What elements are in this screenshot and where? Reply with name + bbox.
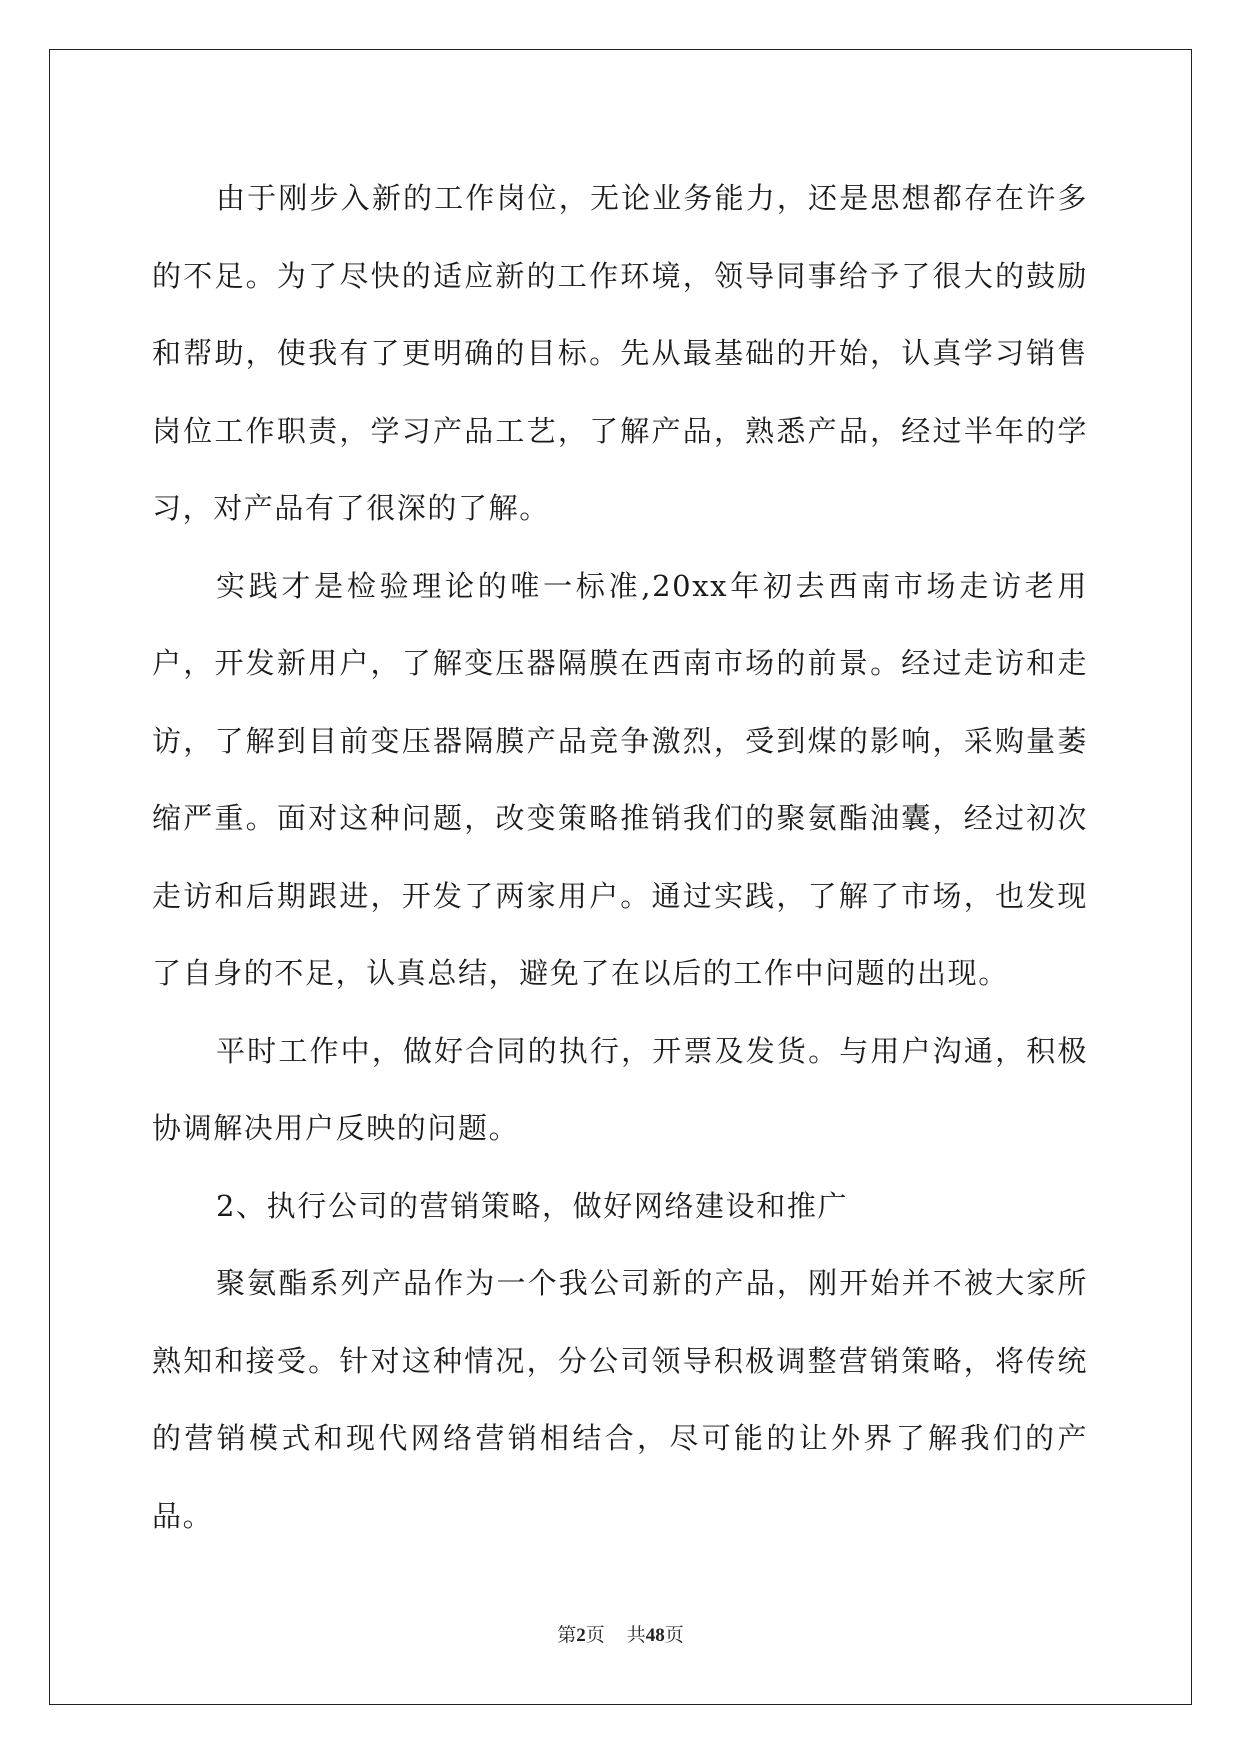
paragraph-1: 由于刚步入新的工作岗位，无论业务能力，还是思想都存在许多的不足。为了尽快的适应新的工作环境，领导同事给予了很大的鼓励和帮助，使我有了更明确的目标。先从最基础的开始，认真学习销售岗位工作职责，学习产品工艺，了解产品，熟悉产品，经过半年的学习，对产品有了很深的了解。 [152, 181, 1088, 525]
paragraph-2: 实践才是检验理论的唯一标准,20xx年初去西南市场走访老用户，开发新用户，了解变压器隔膜在西南市场的前景。经过走访和走访，了解到目前变压器隔膜产品竞争激烈，受到煤的影响，采购量萎缩严重。面对这种问题，改变策略推销我们的聚氨酯油囊，经过初次走访和后期跟进，开发了两家用户。通过实践，了解了市场，也发现了自身的不足，认真总结，避免了在以后的工作中问题的出现。 [152, 568, 1088, 990]
total-prefix: 共 [626, 1625, 646, 1646]
total-pages: 48 [645, 1625, 665, 1646]
total-suffix: 页 [664, 1625, 684, 1646]
paragraph-3: 平时工作中，做好合同的执行，开票及发货。与用户沟通，积极协调解决用户反映的问题。 [152, 1033, 1088, 1145]
section-heading: 2、执行公司的营销策略，做好网络建设和推广 [216, 1188, 849, 1223]
page-footer [0, 1620, 1241, 1647]
page-prefix: 第 [557, 1625, 577, 1646]
paragraph-4: 聚氨酯系列产品作为一个我公司新的产品，刚开始并不被大家所熟知和接受。针对这种情况，分公司领导积极调整营销策略，将传统的营销模式和现代网络营销相结合，尽可能的让外界了解我们的产品。 [152, 1266, 1088, 1533]
page-suffix: 页 [585, 1625, 605, 1646]
page-number: 2 [576, 1625, 586, 1646]
document-body [152, 160, 1088, 1555]
